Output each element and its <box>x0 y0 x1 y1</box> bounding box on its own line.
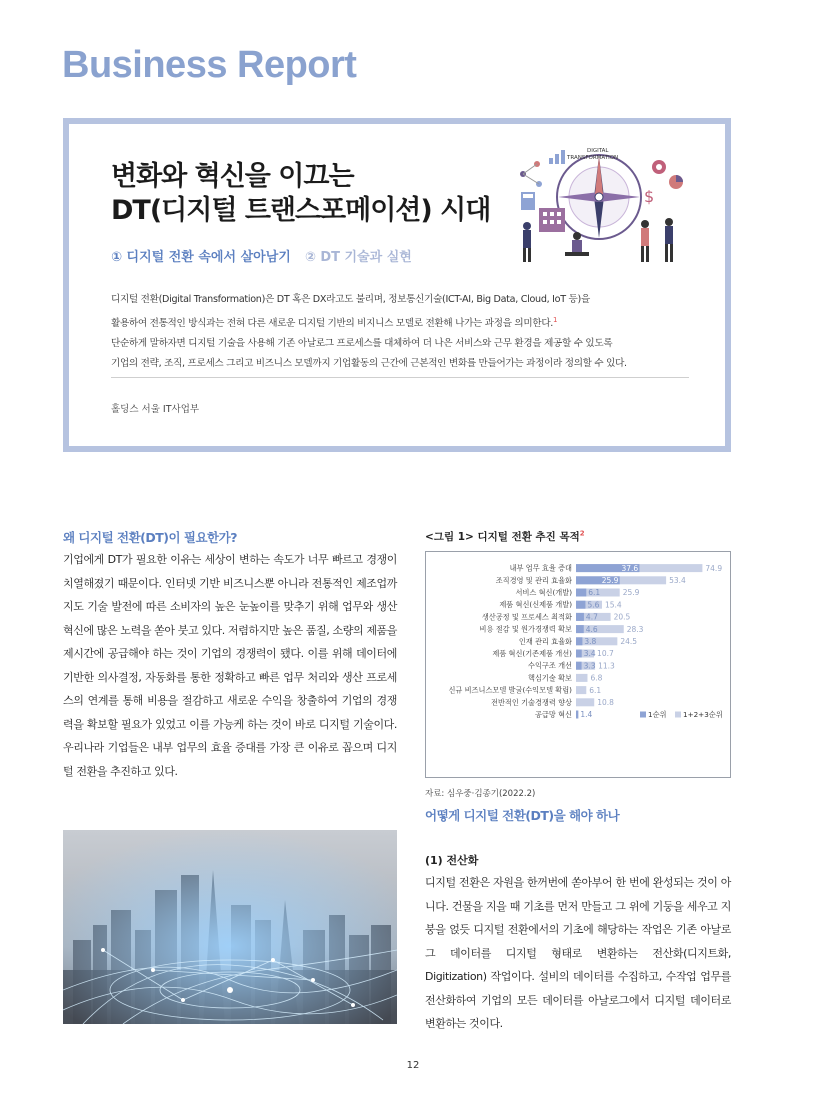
bar-first-rank <box>576 650 582 658</box>
section-heading-how: 어떻게 디지털 전환(DT)을 해야 하나 <box>425 808 620 823</box>
author: 홀딩스 서울 IT사업부 <box>111 404 200 415</box>
value-label-cumulative: 15.4 <box>604 600 622 610</box>
brand-title: Business Report <box>62 44 357 86</box>
value-label-first-rank: 3.3 <box>583 661 596 671</box>
legend-label-first-rank: 1순위 <box>648 710 667 719</box>
digitization-paragraph: 디지털 전환은 자원을 한꺼번에 쏟아부어 한 번에 완성되는 것이 아니다. 건물을 지을 때 기초를 먼저 만들고 그 위에 기둥을 세우고 지붕을 얹듯 디지털 전환에서의 기초에 해당하는 작업은 기존 아날로그 데이터를 디지털 형태로 변환하는 전산화(디지트화, Digitization) 작업이다. 설비의 데이터를 수집하고, 수작업 업무를 전산화하여 기업의 모든 데이터를 아날로그에서 디지털 데이터로 변환하는 것이다. <box>425 876 731 1030</box>
value-label-first-rank: 3.4 <box>583 649 596 659</box>
compass-icon <box>557 155 641 239</box>
value-label-cumulative: 20.5 <box>613 612 631 622</box>
value-label-first-rank: 5.6 <box>587 600 600 610</box>
value-label-cumulative: 6.8 <box>590 673 603 683</box>
category-label: 제품 혁신(기존제품 개선) <box>492 649 572 658</box>
calculator-icon <box>521 192 535 210</box>
category-label: 전반적인 기술경쟁력 향상 <box>491 697 572 707</box>
pie-chart-icon <box>669 175 683 189</box>
bar-cumulative <box>576 686 586 694</box>
value-label-cumulative: 10.7 <box>597 649 614 659</box>
footnote-marker: 1 <box>553 316 558 324</box>
person-icon <box>665 218 673 262</box>
person-sitting-icon <box>565 232 589 256</box>
series-subtitle <box>111 246 412 265</box>
feature-title-line2: DT(디지털 트랜스포메이션) 시대 <box>111 195 491 226</box>
value-label-cumulative: 10.8 <box>597 698 614 707</box>
person-icon <box>523 222 531 262</box>
dt-purpose-chart <box>426 552 730 777</box>
category-label: 인재 관리 효율화 <box>518 636 572 646</box>
section-heading-why: 왜 디지털 전환(DT)이 필요한가? <box>63 530 237 545</box>
bar-first-rank <box>576 662 582 670</box>
intro-line: 디지털 전환(Digital Transformation)은 DT 혹은 DX라고도 불리며, 정보통신기술(ICT-AI, Big Data, Cloud, IoT 등)을 <box>111 294 590 305</box>
page-number: 12 <box>406 1060 420 1071</box>
value-label-first-rank: 4.6 <box>585 624 598 634</box>
category-label: 핵심기술 확보 <box>528 673 572 683</box>
digital-transformation-illustration <box>509 142 689 272</box>
category-label: 내부 업무 효율 증대 <box>509 563 572 573</box>
category-label: 수익구조 개선 <box>528 661 572 671</box>
intro-line: 기업의 전략, 조직, 프로세스 그리고 비즈니스 모델까지 기업활동의 근간에 근본적인 변화를 만들어가는 과정이라 정의할 수 있다. <box>111 358 627 370</box>
category-label: 서비스 혁신(개발) <box>515 588 572 597</box>
value-label-first-rank: 37.6 <box>621 563 639 573</box>
city-skyline-image <box>63 830 397 1024</box>
feature-title-line1: 변화와 혁신을 이끄는 <box>111 161 354 192</box>
legend-label-cumulative: 1+2+3순위 <box>683 710 723 719</box>
gear-icon <box>652 160 666 174</box>
legend-swatch-first-rank <box>640 712 646 718</box>
illustration-label-1: DIGITAL <box>587 148 609 154</box>
category-label: 조직경영 및 관리 효율화 <box>495 575 572 585</box>
feature-title <box>111 160 490 228</box>
figure-title: <그림 1> 디지털 전환 추진 목적$^2$ <box>425 529 585 543</box>
category-label: 생산공정 및 프로세스 최적화 <box>481 612 572 622</box>
legend-swatch-cumulative <box>675 712 681 718</box>
dollar-icon: $ <box>644 187 655 206</box>
bar-first-rank <box>576 601 585 609</box>
category-label: 제품 혁신(신제품 개발) <box>499 600 572 610</box>
why-paragraph: 기업에게 DT가 필요한 이유는 세상이 변하는 속도가 너무 빠르고 경쟁이 치열해졌기 때문이다. 인터넷 기반 비즈니스뿐 아니라 전통적인 제조업까지도 기술 발전에 따른 소비자의 높은 눈높이를 맞추기 위해 업무와 생산 혁신에 많은 노력을 쏟아 붓고 있다. 저렴하지만 높은 품질, 소량의 제품을 제시간에 공급해야 하는 것이 기업의 경쟁력이 됐다. 이를 위해 데이터에 기반한 의사결정, 자동화를 통한 정확하고 빠른 업무 처리와 생산 프로세스의 연계를 통해 비용을 절감하고 새로운 수익을 창출하여 기업의 경쟁력을 확보할 필요가 있었고 이를 가능케 하는 것이 바로 디지털 기술이다. 우리나라 기업들은 내부 업무의 효율 증대를 가장 큰 이유로 꼽으며 디지털 전환을 추진하고 있다. <box>63 553 397 778</box>
value-label-cumulative: 74.9 <box>705 563 723 573</box>
value-label-cumulative: 11.3 <box>598 661 615 671</box>
feature-box <box>63 118 731 452</box>
chart-frame <box>425 551 731 778</box>
value-label-first-rank: 4.7 <box>585 612 598 622</box>
bar-first-rank <box>576 613 584 621</box>
bar-cumulative <box>576 674 587 682</box>
value-label-cumulative: 53.4 <box>669 576 686 585</box>
chart-source: 자료: 심우중·김종기(2022.2) <box>425 789 536 799</box>
footnote-marker: 2 <box>579 529 585 538</box>
value-label-first-rank: 25.9 <box>601 576 619 585</box>
value-label-first-rank: 3.8 <box>584 637 597 646</box>
bar-first-rank <box>576 637 582 645</box>
value-label-first-rank: 1.4 <box>580 710 593 720</box>
series-part-1: ① 디지털 전환 속에서 살아남기 <box>111 250 291 265</box>
bar-first-rank <box>576 625 584 633</box>
value-label-first-rank: 6.1 <box>588 588 601 598</box>
divider <box>111 377 689 378</box>
category-label: 공급망 혁신 <box>534 710 572 719</box>
intro-paragraph <box>111 290 671 374</box>
value-label-cumulative: 24.5 <box>620 637 638 646</box>
intro-line: 활용하여 전통적인 방식과는 전혀 다른 새로운 디지털 기반의 비지니스 모델로 전환해 나가는 과정을 의미한다.$^1$ <box>111 316 558 330</box>
value-label-cumulative: 28.3 <box>626 624 644 634</box>
bar-first-rank <box>576 711 578 719</box>
calendar-icon <box>539 208 565 232</box>
network-icon <box>520 161 542 187</box>
value-label-cumulative: 25.9 <box>622 588 640 598</box>
category-label: 비용 절감 및 원가경쟁력 확보 <box>479 624 572 634</box>
illustration-label-2: TRANSFORMATION <box>567 155 619 161</box>
series-part-2: ② DT 기술과 실현 <box>304 250 412 265</box>
bar-cumulative <box>576 698 594 706</box>
category-label: 신규 비즈니스모델 발굴(수익모델 확립) <box>448 685 572 695</box>
subsection-heading: (1) 전산화 <box>425 854 479 867</box>
value-label-cumulative: 6.1 <box>589 685 602 695</box>
city-network-photo <box>63 830 397 1024</box>
bar-chart-icon <box>549 150 565 164</box>
person-icon <box>641 220 649 262</box>
bar-first-rank <box>576 589 586 597</box>
intro-line: 단순하게 말하자면 디지털 기술을 사용해 기존 아날로그 프로세스를 대체하여 더 나은 서비스와 근무 환경을 제공할 수 있도록 <box>111 338 613 350</box>
